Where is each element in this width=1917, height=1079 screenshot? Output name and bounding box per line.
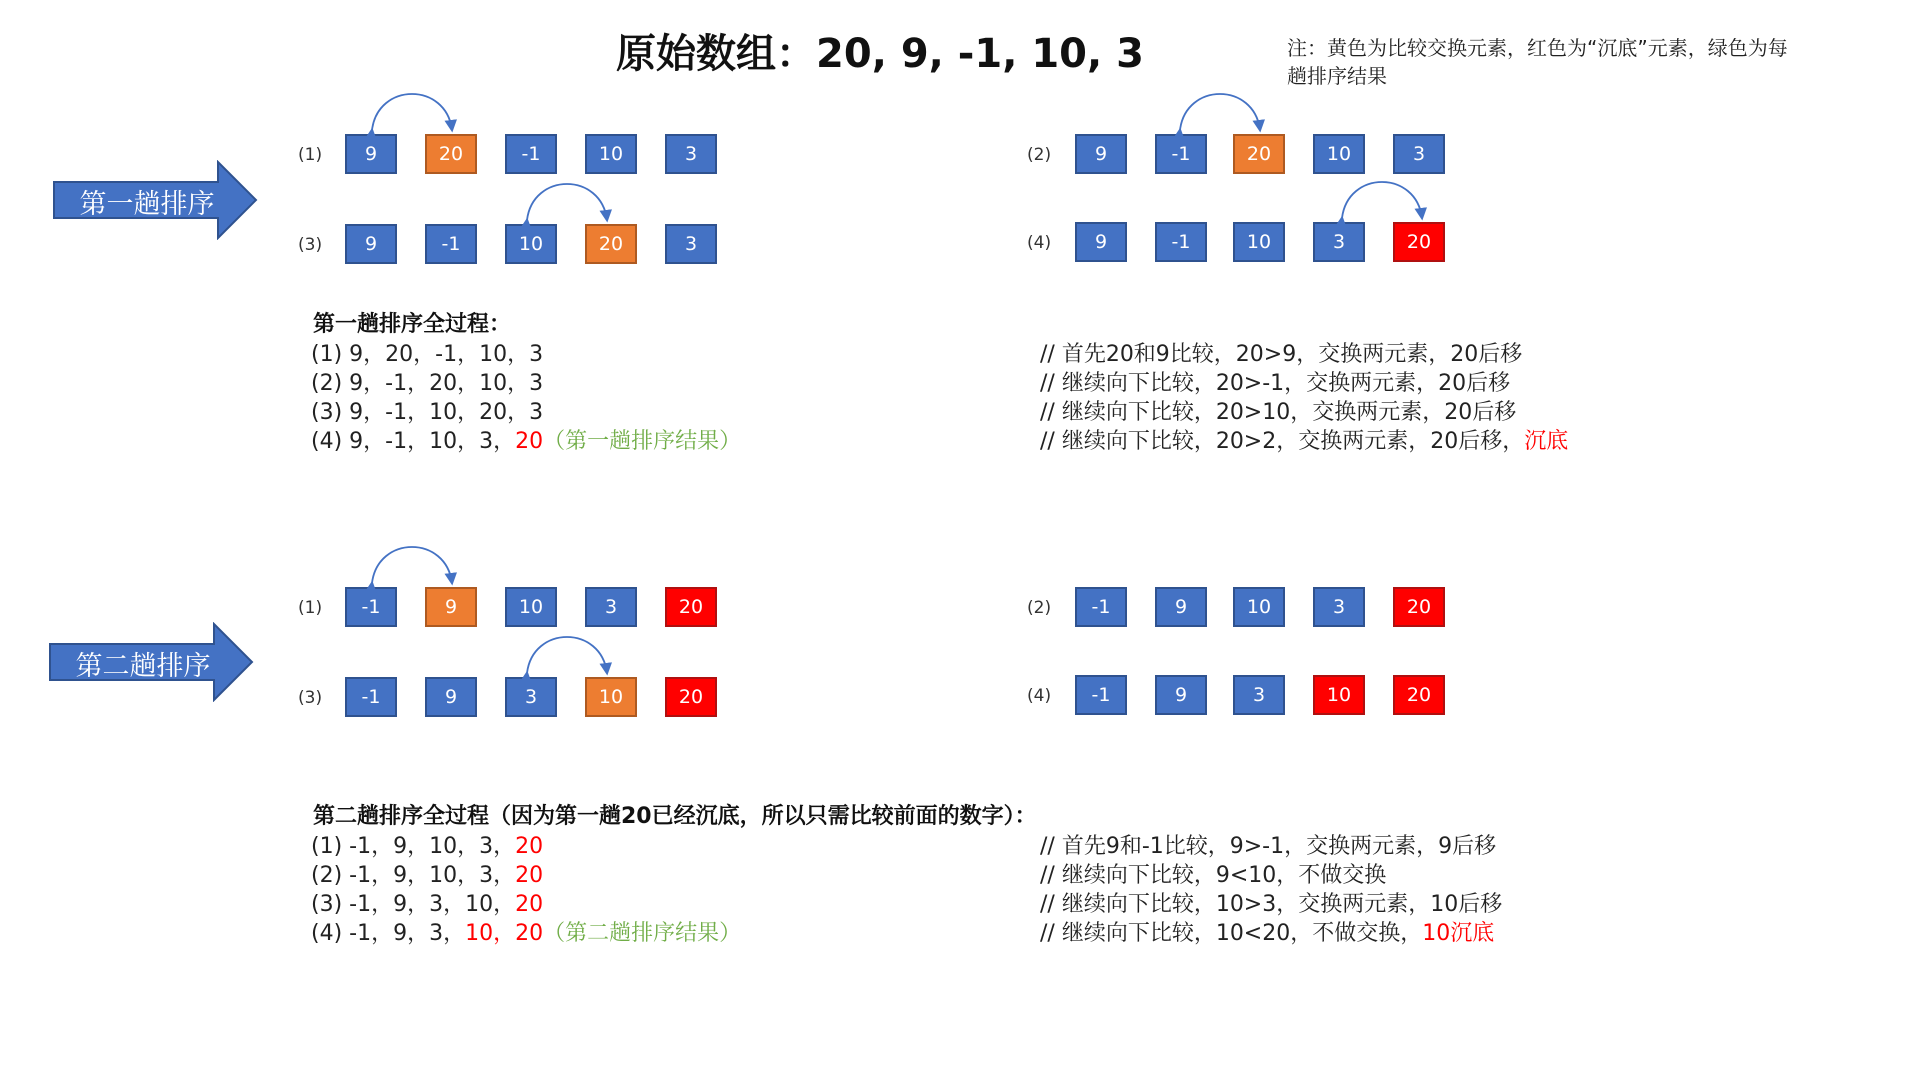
pass2-row3-element-box: 10 bbox=[585, 677, 637, 717]
page-title: 原始数组：20, 9, -1, 10, 3 bbox=[616, 31, 1144, 77]
pass1-row2-element-box: 9 bbox=[1075, 134, 1127, 174]
pass2-row3-element-box: 9 bbox=[425, 677, 477, 717]
pass1-row2-element-box: -1 bbox=[1155, 134, 1207, 174]
pass1-row4-element-box: -1 bbox=[1155, 222, 1207, 262]
pass2-row4-element-box: 20 bbox=[1393, 675, 1445, 715]
pass2-row2-element-box: -1 bbox=[1075, 587, 1127, 627]
pass2-comment: // 继续向下比较，10<20，不做交换，10沉底 bbox=[1040, 921, 1495, 946]
pass1-row2-element-box: 3 bbox=[1393, 134, 1445, 174]
pass1-row2-element-box: 20 bbox=[1233, 134, 1285, 174]
pass1-row-label: (4) bbox=[1027, 233, 1052, 253]
pass2-comment: // 继续向下比较，9<10，不做交换 bbox=[1040, 863, 1387, 888]
pass2-heading: 第二趟排序全过程（因为第一趟20已经沉底，所以只需比较前面的数字）： bbox=[313, 804, 1037, 829]
pass2-comment: // 首先9和-1比较，9>-1，交换两元素，9后移 bbox=[1040, 834, 1497, 859]
pass1-row3-element-box: 9 bbox=[345, 224, 397, 264]
pass2-row3-element-box: 3 bbox=[505, 677, 557, 717]
pass2-row2-element-box: 10 bbox=[1233, 587, 1285, 627]
pass2-step: (4) -1，9，3，10，20（第二趟排序结果） bbox=[311, 921, 742, 946]
pass1-row-label: (2) bbox=[1027, 145, 1052, 165]
pass1-row1-element-box: -1 bbox=[505, 134, 557, 174]
pass1-row-label: (3) bbox=[298, 235, 323, 255]
pass1-row3-element-box: 10 bbox=[505, 224, 557, 264]
swap-arc bbox=[372, 94, 452, 130]
pass1-heading: 第一趟排序全过程： bbox=[313, 312, 512, 337]
pass1-comment: // 继续向下比较，20>10，交换两元素，20后移 bbox=[1040, 400, 1517, 425]
pass1-row3-element-box: -1 bbox=[425, 224, 477, 264]
pass2-step: (2) -1，9，10，3，20 bbox=[311, 863, 544, 888]
pass2-row-label: (2) bbox=[1027, 598, 1052, 618]
swap-arc bbox=[527, 184, 607, 220]
pass2-row-label: (3) bbox=[298, 688, 323, 708]
pass1-comment: // 首先20和9比较，20>9，交换两元素，20后移 bbox=[1040, 342, 1523, 367]
pass2-row2-element-box: 20 bbox=[1393, 587, 1445, 627]
pass2-row1-element-box: 20 bbox=[665, 587, 717, 627]
pass1-row2-element-box: 10 bbox=[1313, 134, 1365, 174]
pass1-step: (3) 9，-1，10，20，3 bbox=[311, 400, 544, 425]
pass2-row4-element-box: 10 bbox=[1313, 675, 1365, 715]
pass1-row3-element-box: 20 bbox=[585, 224, 637, 264]
pass2-row1-element-box: -1 bbox=[345, 587, 397, 627]
pass1-row1-element-box: 9 bbox=[345, 134, 397, 174]
pass1-row3-element-box: 3 bbox=[665, 224, 717, 264]
pass1-comment: // 继续向下比较，20>2，交换两元素，20后移，沉底 bbox=[1040, 429, 1569, 454]
pass1-label: 第一趟排序 bbox=[79, 189, 215, 220]
pass1-row4-element-box: 20 bbox=[1393, 222, 1445, 262]
color-legend-note: 注：黄色为比较交换元素，红色为“沉底”元素，绿色为每趟排序结果 bbox=[1287, 36, 1788, 88]
swap-arc bbox=[527, 637, 607, 673]
pass2-row1-element-box: 10 bbox=[505, 587, 557, 627]
pass1-comment: // 继续向下比较，20>-1，交换两元素，20后移 bbox=[1040, 371, 1511, 396]
pass2-row-label: (1) bbox=[298, 598, 323, 618]
pass2-step: (1) -1，9，10，3，20 bbox=[311, 834, 544, 859]
swap-arc bbox=[372, 547, 452, 583]
pass1-row4-element-box: 3 bbox=[1313, 222, 1365, 262]
pass2-step: (3) -1，9，3，10，20 bbox=[311, 892, 544, 917]
pass2-row2-element-box: 3 bbox=[1313, 587, 1365, 627]
pass1-step: (1) 9，20，-1，10，3 bbox=[311, 342, 544, 367]
pass2-row1-element-box: 3 bbox=[585, 587, 637, 627]
pass1-step: (2) 9，-1，20，10，3 bbox=[311, 371, 544, 396]
pass1-row1-element-box: 3 bbox=[665, 134, 717, 174]
pass2-row-label: (4) bbox=[1027, 686, 1052, 706]
pass1-row-label: (1) bbox=[298, 145, 323, 165]
swap-arc bbox=[1342, 182, 1422, 218]
pass1-step: (4) 9，-1，10，3，20（第一趟排序结果） bbox=[311, 429, 742, 454]
pass1-row1-element-box: 20 bbox=[425, 134, 477, 174]
pass2-row2-element-box: 9 bbox=[1155, 587, 1207, 627]
pass1-row4-element-box: 10 bbox=[1233, 222, 1285, 262]
pass2-comment: // 继续向下比较，10>3，交换两元素，10后移 bbox=[1040, 892, 1503, 917]
pass2-row1-element-box: 9 bbox=[425, 587, 477, 627]
pass1-row1-element-box: 10 bbox=[585, 134, 637, 174]
pass1-row4-element-box: 9 bbox=[1075, 222, 1127, 262]
pass2-row4-element-box: -1 bbox=[1075, 675, 1127, 715]
pass2-row4-element-box: 3 bbox=[1233, 675, 1285, 715]
pass2-row3-element-box: -1 bbox=[345, 677, 397, 717]
pass2-row4-element-box: 9 bbox=[1155, 675, 1207, 715]
pass2-label: 第二趟排序 bbox=[75, 651, 211, 682]
swap-arc bbox=[1180, 94, 1260, 130]
pass2-row3-element-box: 20 bbox=[665, 677, 717, 717]
